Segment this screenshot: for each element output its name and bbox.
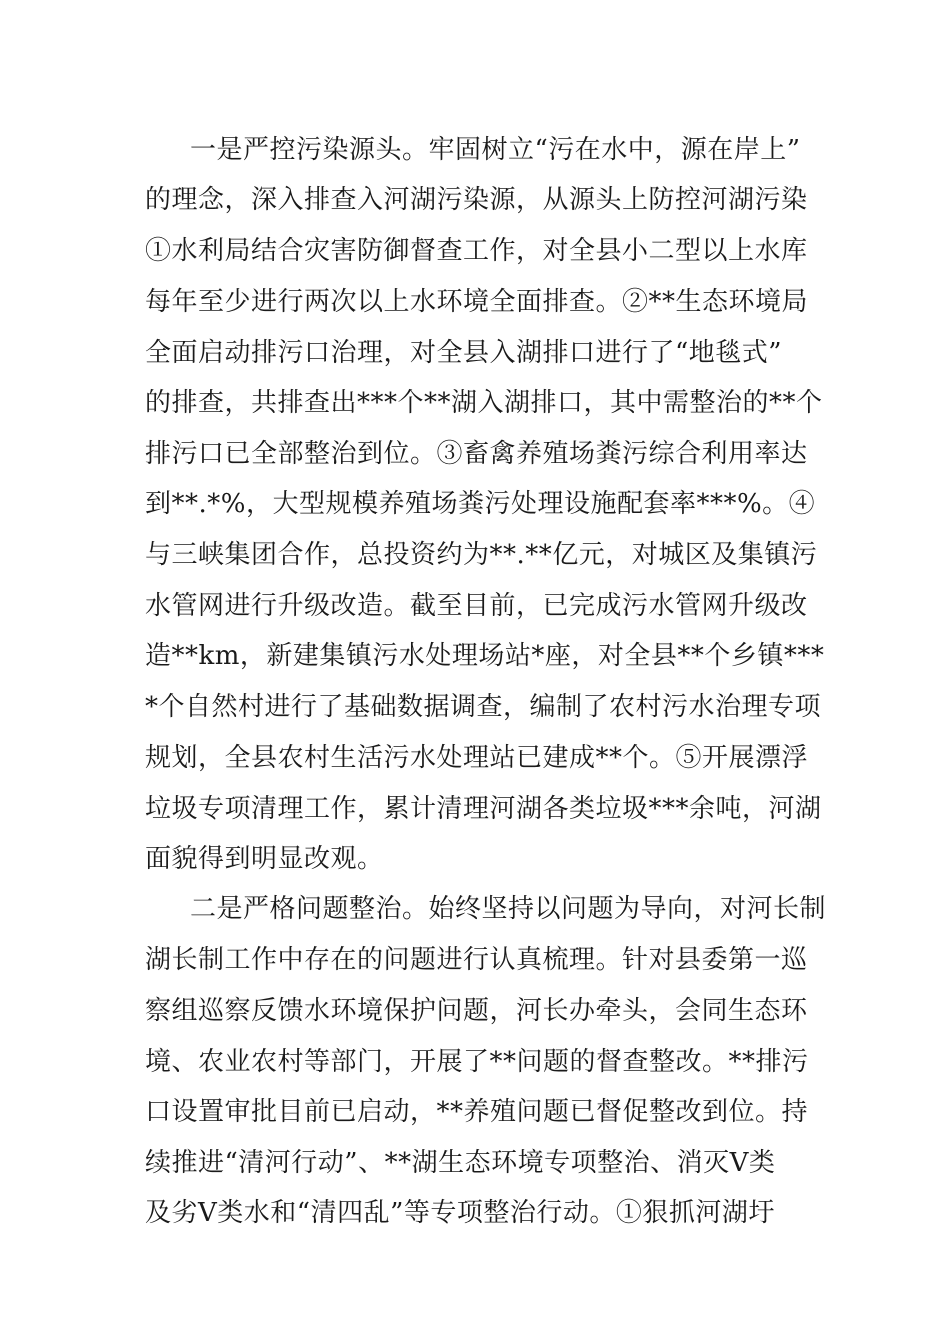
text-line: 境、农业农村等部门，开展了**问题的督查整改。**排污: [145, 1047, 809, 1077]
text-line: 每年至少进行两次以上水环境全面排查。②**生态环境局: [145, 287, 809, 317]
text-line: 到**.*%，大型规模养殖场粪污处理设施配套率***%。④: [145, 489, 816, 519]
text-line: *个自然村进行了基础数据调查，编制了农村污水治理专项: [145, 692, 822, 722]
text-line: 全面启动排污口治理，对全县入湖排口进行了“地毯式”: [145, 338, 783, 368]
text-line: 排污口已全部整治到位。③畜禽养殖场粪污综合利用率达: [145, 439, 808, 469]
text-line: 续推进“清河行动”、**湖生态环境专项整治、消灭Ⅴ类: [145, 1148, 776, 1178]
text-line: 面貌得到明显改观。: [145, 844, 384, 874]
text-line: 一是严控污染源头。牢固树立“污在水中，源在岸上”: [190, 135, 801, 165]
text-line: 察组巡察反馈水环境保护问题，河长办牵头，会同生态环: [145, 996, 808, 1026]
text-line: 的理念，深入排查入河湖污染源，从源头上防控河湖污染: [145, 185, 808, 215]
text-line: 口设置审批目前已启动，**养殖问题已督促整改到位。持: [145, 1097, 809, 1127]
text-line: 垃圾专项清理工作，累计清理河湖各类垃圾***余吨，河湖: [145, 794, 822, 824]
text-line: 二是严格问题整治。始终坚持以问题为导向，对河长制: [190, 894, 827, 924]
text-line: 及劣Ⅴ类水和“清四乱”等专项整治行动。①狠抓河湖圩: [145, 1198, 775, 1228]
text-line: 湖长制工作中存在的问题进行认真梳理。针对县委第一巡: [145, 945, 808, 975]
text-line: 造**km，新建集镇污水处理场站*座，对全县**个乡镇***: [145, 641, 825, 671]
text-line: 与三峡集团合作，总投资约为**.**亿元，对城区及集镇污: [145, 540, 818, 570]
text-line: 的排查，共排查出***个**湖入湖排口，其中需整治的**个: [145, 388, 823, 418]
text-line: ①水利局结合灾害防御督查工作，对全县小二型以上水库: [145, 236, 808, 266]
text-line: 规划，全县农村生活污水处理站已建成**个。⑤开展漂浮: [145, 743, 809, 773]
text-line: 水管网进行升级改造。截至目前，已完成污水管网升级改: [145, 591, 808, 621]
